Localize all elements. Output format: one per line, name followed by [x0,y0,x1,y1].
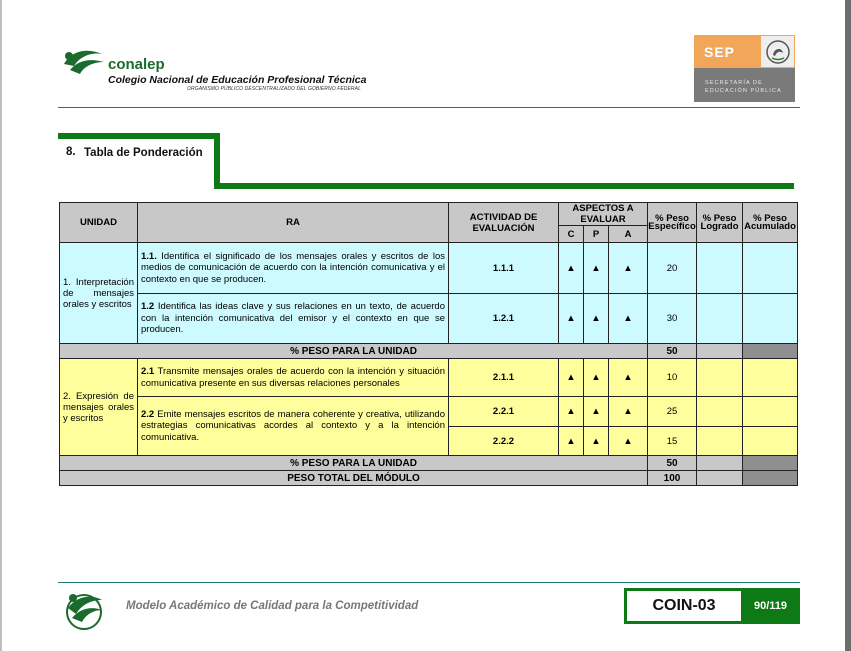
aspect-a-marker: ▲ [609,397,648,427]
table-row [60,397,798,427]
conalep-name: conalep [108,56,165,73]
subtotal-acumulado [743,456,798,471]
sep-logo [694,35,795,102]
page-number: 90/119 [753,600,788,612]
total-row [60,471,798,486]
activity-cell: 2.2.2 [449,427,559,456]
activity-cell: 2.1.1 [449,359,559,397]
aspect-c-marker: ▲ [559,359,584,397]
total-logrado [697,471,743,486]
ra-cell [138,397,449,456]
logrado-cell [697,359,743,397]
weight-cell: 15 [648,427,697,456]
header-actividad: ACTIVIDAD DE EVALUACIÓN [449,203,559,243]
logrado-cell [697,294,743,344]
subtotal-logrado [697,456,743,471]
ra-number: 2.1 [141,366,155,377]
acumulado-cell [743,397,798,427]
aspect-c-marker: ▲ [559,243,584,294]
footer-text: Modelo Académico de Calidad para la Competitividad [126,600,419,612]
total-label: PESO TOTAL DEL MÓDULO [60,471,648,486]
acumulado-cell [743,243,798,294]
subtotal-acumulado [743,344,798,359]
ra-text: Emite mensajes escritos de manera coherente y creativa, utilizando estrategias comunicativas acordes al contexto y a la intención comunicativa. [141,408,445,443]
ra-number: 1.2 [141,301,155,313]
header-peso-especifico: % Peso Específico [648,203,697,243]
subtotal-row [60,344,798,359]
subtotal-value: 50 [648,344,697,359]
ra-number: 2.2 [141,408,155,420]
section-bar-left [58,133,218,139]
header-c: C [559,226,584,243]
logrado-cell [697,397,743,427]
total-value: 100 [648,471,697,486]
weight-cell: 30 [648,294,697,344]
aspect-a-marker: ▲ [609,427,648,456]
header-aspectos: ASPECTOS A EVALUAR [559,203,648,226]
total-acumulado [743,471,798,486]
document-code-box [624,588,800,624]
aspect-p-marker: ▲ [584,294,609,344]
header-ra: RA [138,203,449,243]
subtotal-row [60,456,798,471]
weighting-table [59,202,798,486]
sep-line1: SECRETARÍA DE [705,80,763,86]
aspect-a-marker: ▲ [609,359,648,397]
document-code: COIN-03 [627,591,741,621]
aspect-a-marker: ▲ [609,243,648,294]
aspect-a-marker: ▲ [609,294,648,344]
header-p: P [584,226,609,243]
header-peso-logrado: % Peso Logrado [697,203,743,243]
ra-cell [138,359,449,397]
acumulado-cell [743,427,798,456]
logrado-cell [697,243,743,294]
conalep-subtitle: ORGANISMO PÚBLICO DESCENTRALIZADO DEL GOBIERNO FEDERAL [187,86,361,92]
subtotal-value: 50 [648,456,697,471]
table-row [60,243,798,294]
section-bar-vertical [214,133,220,189]
weight-cell: 20 [648,243,697,294]
header-a: A [609,226,648,243]
subtotal-label: % PESO PARA LA UNIDAD [60,456,648,471]
unit-1-cell: 1. Interpretación de mensajes orales y escritos [60,243,138,344]
sep-logo-top [694,35,795,68]
aspect-p-marker: ▲ [584,427,609,456]
sep-word: SEP [704,44,736,60]
aspect-p-marker: ▲ [584,397,609,427]
mexico-seal-icon [761,36,794,67]
aspect-c-marker: ▲ [559,427,584,456]
unit-2-cell: 2. Expresión de mensajes orales y escritos [60,359,138,456]
acumulado-cell [743,294,798,344]
aspect-p-marker: ▲ [584,243,609,294]
conalep-footer-emblem-icon [62,588,106,630]
activity-cell: 2.2.1 [449,397,559,427]
subtotal-logrado [697,344,743,359]
activity-cell: 1.1.1 [449,243,559,294]
header-unidad: UNIDAD [60,203,138,243]
section-number: 8. [66,146,76,158]
sep-line2: EDUCACIÓN PÚBLICA [705,88,782,94]
logrado-cell [697,427,743,456]
weight-cell: 25 [648,397,697,427]
footer-divider [58,582,800,583]
table-row [60,359,798,397]
aspect-c-marker: ▲ [559,294,584,344]
activity-cell: 1.2.1 [449,294,559,344]
weight-cell: 10 [648,359,697,397]
conalep-full-name: Colegio Nacional de Educación Profesional Técnica [108,74,367,86]
ra-cell [138,294,449,344]
header-peso-acumulado: % Peso Acumulado [743,203,798,243]
ra-text: Transmite mensajes orales de acuerdo con la intención y situación comunicativa presente en sus diversas relaciones personales [141,366,445,389]
section-bar-right [214,183,794,189]
aspect-p-marker: ▲ [584,359,609,397]
header-divider [58,107,800,108]
ra-cell [138,243,449,294]
aspect-c-marker: ▲ [559,397,584,427]
conalep-logo [62,44,367,104]
table-row [60,294,798,344]
sep-text [705,79,782,95]
eagle-seal-icon [765,39,791,65]
subtotal-label: % PESO PARA LA UNIDAD [60,344,648,359]
section-title: Tabla de Ponderación [84,147,203,159]
ra-number: 1.1. [141,250,157,262]
conalep-emblem-icon [62,46,106,76]
acumulado-cell [743,359,798,397]
ra-text: Identifica las ideas clave y sus relaciones en un texto, de acuerdo con la intención comunicativa del emisor y el contexto en que se producen. [141,301,445,336]
ra-text: Identifica el significado de los mensajes orales y escritos de los medios de comunicación de acuerdo con la intención comunicativa y el contexto en que se producen. [141,250,445,285]
